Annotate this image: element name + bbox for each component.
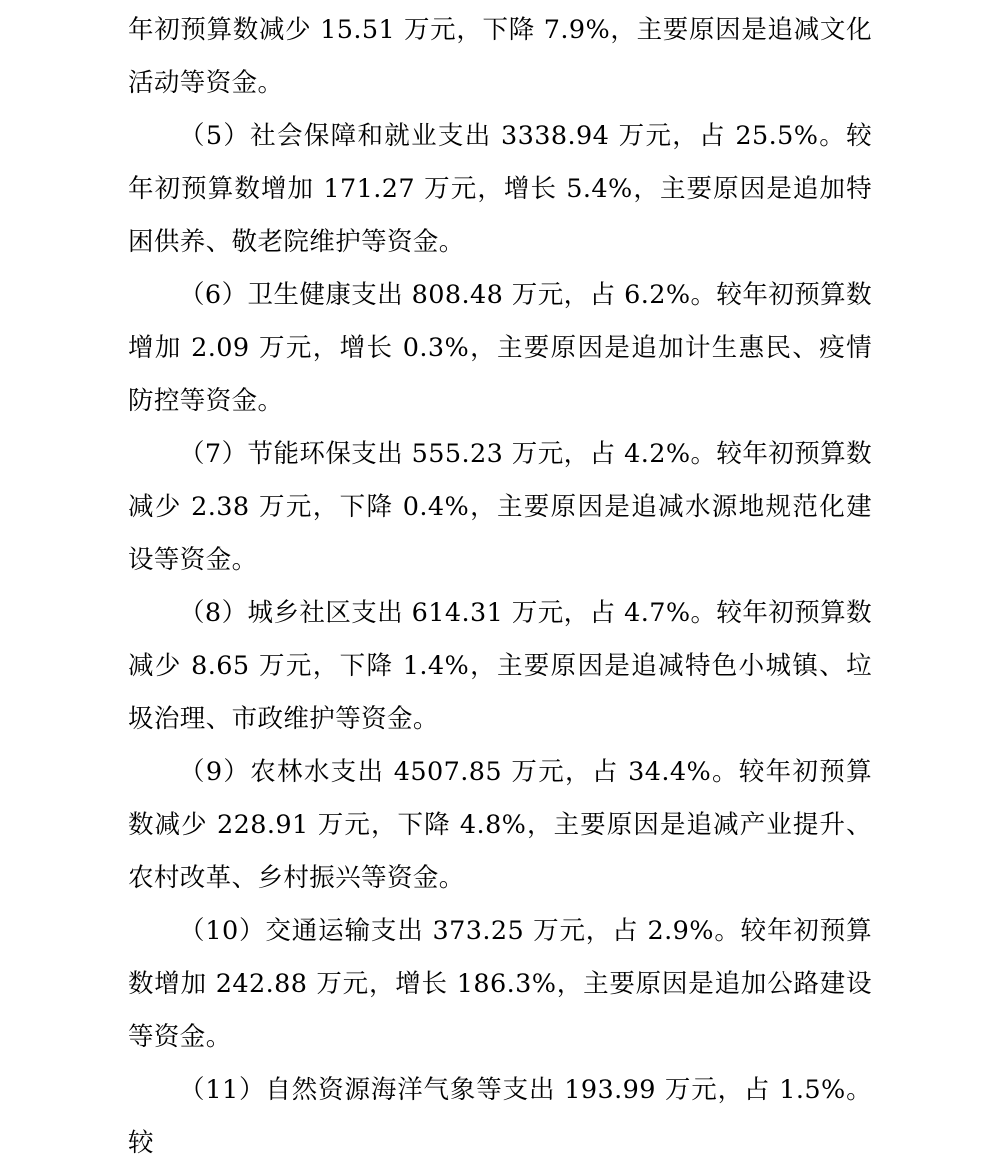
paragraph-item-10: （10）交通运输支出 373.25 万元，占 2.9%。较年初预算数增加 242.88 万元，增长 186.3%，主要原因是追加公路建设等资金。 bbox=[128, 916, 872, 1052]
paragraph-item-7: （7）节能环保支出 555.23 万元，占 4.2%。较年初预算数减少 2.38 万元，下降 0.4%，主要原因是追减水源地规范化建设等资金。 bbox=[128, 439, 872, 575]
document-body bbox=[128, 0, 872, 1170]
paragraph-item-6: （6）卫生健康支出 808.48 万元，占 6.2%。较年初预算数增加 2.09 万元，增长 0.3%，主要原因是追加计生惠民、疫情防控等资金。 bbox=[128, 280, 872, 416]
paragraph-item-8: （8）城乡社区支出 614.31 万元，占 4.7%。较年初预算数减少 8.65 万元，下降 1.4%，主要原因是追减特色小城镇、垃圾治理、市政维护等资金。 bbox=[128, 598, 872, 734]
paragraph-item-5: （5）社会保障和就业支出 3338.94 万元，占 25.5%。较年初预算数增加 171.27 万元，增长 5.4%，主要原因是追加特困供养、敬老院维护等资金。 bbox=[128, 121, 872, 257]
paragraph-item-9: （9）农林水支出 4507.85 万元，占 34.4%。较年初预算数减少 228.91 万元，下降 4.8%，主要原因是追减产业提升、农村改革、乡村振兴等资金。 bbox=[128, 757, 872, 893]
paragraph-continuation: 年初预算数减少 15.51 万元，下降 7.9%，主要原因是追减文化活动等资金。 bbox=[128, 15, 872, 98]
paragraph-item-11: （11）自然资源海洋气象等支出 193.99 万元，占 1.5%。较 bbox=[128, 1075, 872, 1158]
